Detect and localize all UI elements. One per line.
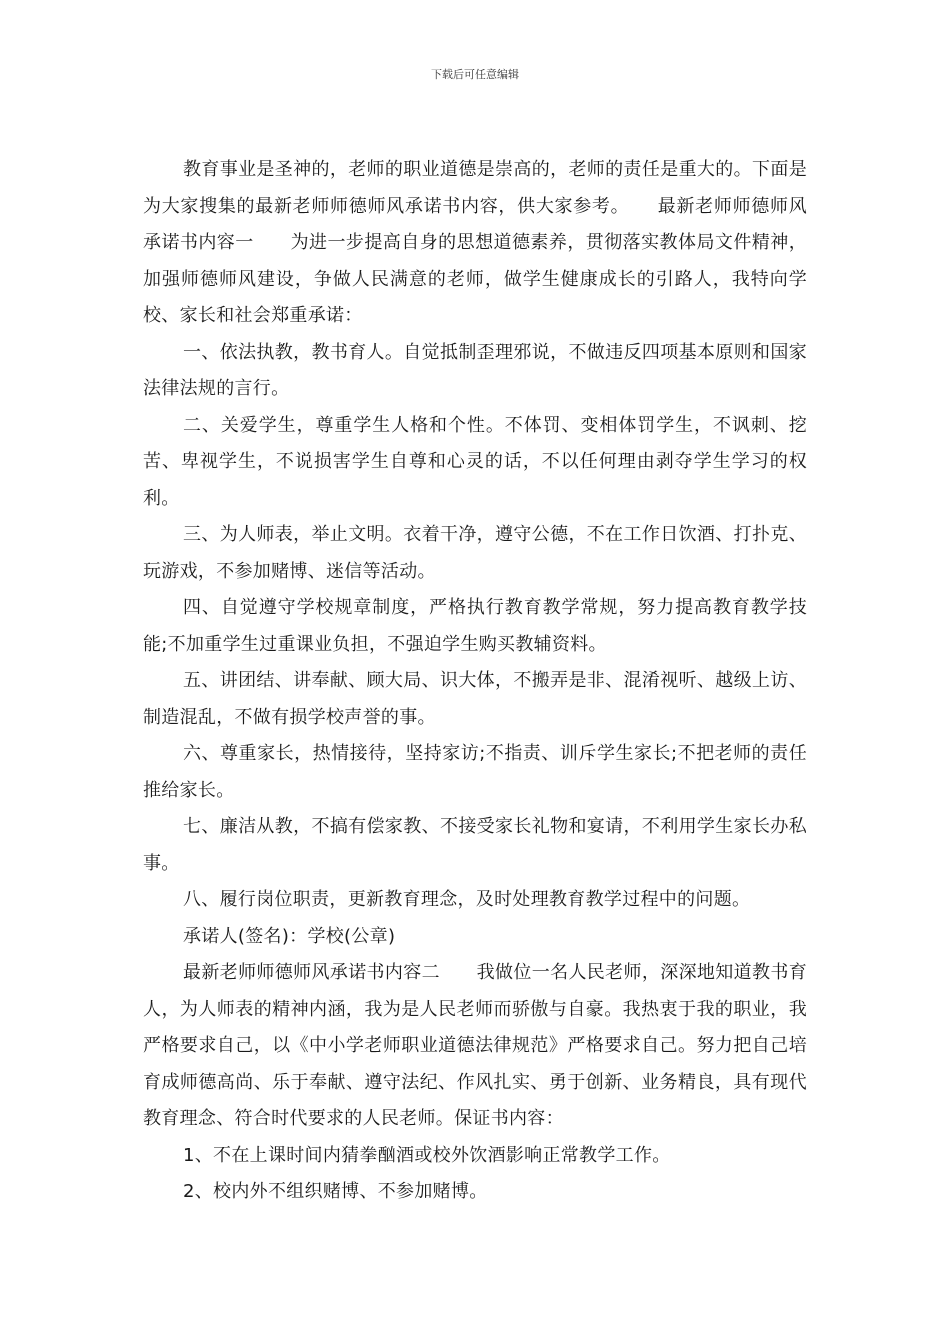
paragraph-pledge-2: 2、校内外不组织赌博、不参加赌博。 bbox=[183, 1181, 488, 1202]
paragraph-intro: 教育事业是圣神的，老师的职业道德是崇高的，老师的责任是重大的。下面是为大家搜集的最新老师师德师风承诺书内容，供大家参考。 最新老师师德师风承诺书内容一 为进一步提高自身的思想道德素养，贯彻落实教体局文件精神，加强师德师风建设，争做人民满意的老师，做学生健康成长的引路人，我特向学校、家长和社会郑重承诺： bbox=[143, 159, 807, 326]
paragraph-item-1: 一、依法执教，教书育人。自觉抵制歪理邪说，不做违反四项基本原则和国家法律法规的言行。 bbox=[143, 341, 807, 399]
paragraph-item-4: 四、自觉遵守学校规章制度，严格执行教育教学常规，努力提高教育教学技能;不加重学生过重课业负担，不强迫学生购买教辅资料。 bbox=[143, 597, 807, 655]
paragraph-item-3: 三、为人师表，举止文明。衣着干净，遵守公德，不在工作日饮酒、打扑克、玩游戏，不参加赌博、迷信等活动。 bbox=[143, 524, 807, 582]
page-header-watermark: 下载后可任意编辑 bbox=[431, 68, 519, 81]
paragraph-signature: 承诺人(签名)：学校(公章) bbox=[183, 925, 396, 947]
document-body bbox=[143, 152, 807, 1211]
paragraph-item-2: 二、关爱学生，尊重学生人格和个性。不体罚、变相体罚学生，不讽刺、挖苦、卑视学生，不说损害学生自尊和心灵的话，不以任何理由剥夺学生学习的权利。 bbox=[143, 414, 807, 509]
paragraph-item-5: 五、讲团结、讲奉献、顾大局、识大体，不搬弄是非、混淆视听、越级上访、制造混乱，不做有损学校声誉的事。 bbox=[143, 670, 807, 728]
paragraph-item-6: 六、尊重家长，热情接待，坚持家访;不指责、训斥学生家长;不把老师的责任推给家长。 bbox=[143, 743, 807, 801]
paragraph-section-two: 最新老师师德师风承诺书内容二 我做位一名人民老师，深深地知道教书育人，为人师表的精神内涵，我为是人民老师而骄傲与自豪。我热衷于我的职业，我严格要求自己，以《中小学老师职业道德法律规范》严格要求自己。努力把自己培育成师德高尚、乐于奉献、遵守法纪、作风扎实、勇于创新、业务精良，具有现代教育理念、符合时代要求的人民老师。保证书内容： bbox=[143, 962, 807, 1129]
paragraph-pledge-1: 1、不在上课时间内猜拳酗酒或校外饮酒影响正常教学工作。 bbox=[183, 1144, 671, 1166]
paragraph-item-7: 七、廉洁从教，不搞有偿家教、不接受家长礼物和宴请，不利用学生家长办私事。 bbox=[143, 816, 807, 874]
paragraph-item-8: 八、履行岗位职责，更新教育理念，及时处理教育教学过程中的问题。 bbox=[183, 889, 751, 910]
